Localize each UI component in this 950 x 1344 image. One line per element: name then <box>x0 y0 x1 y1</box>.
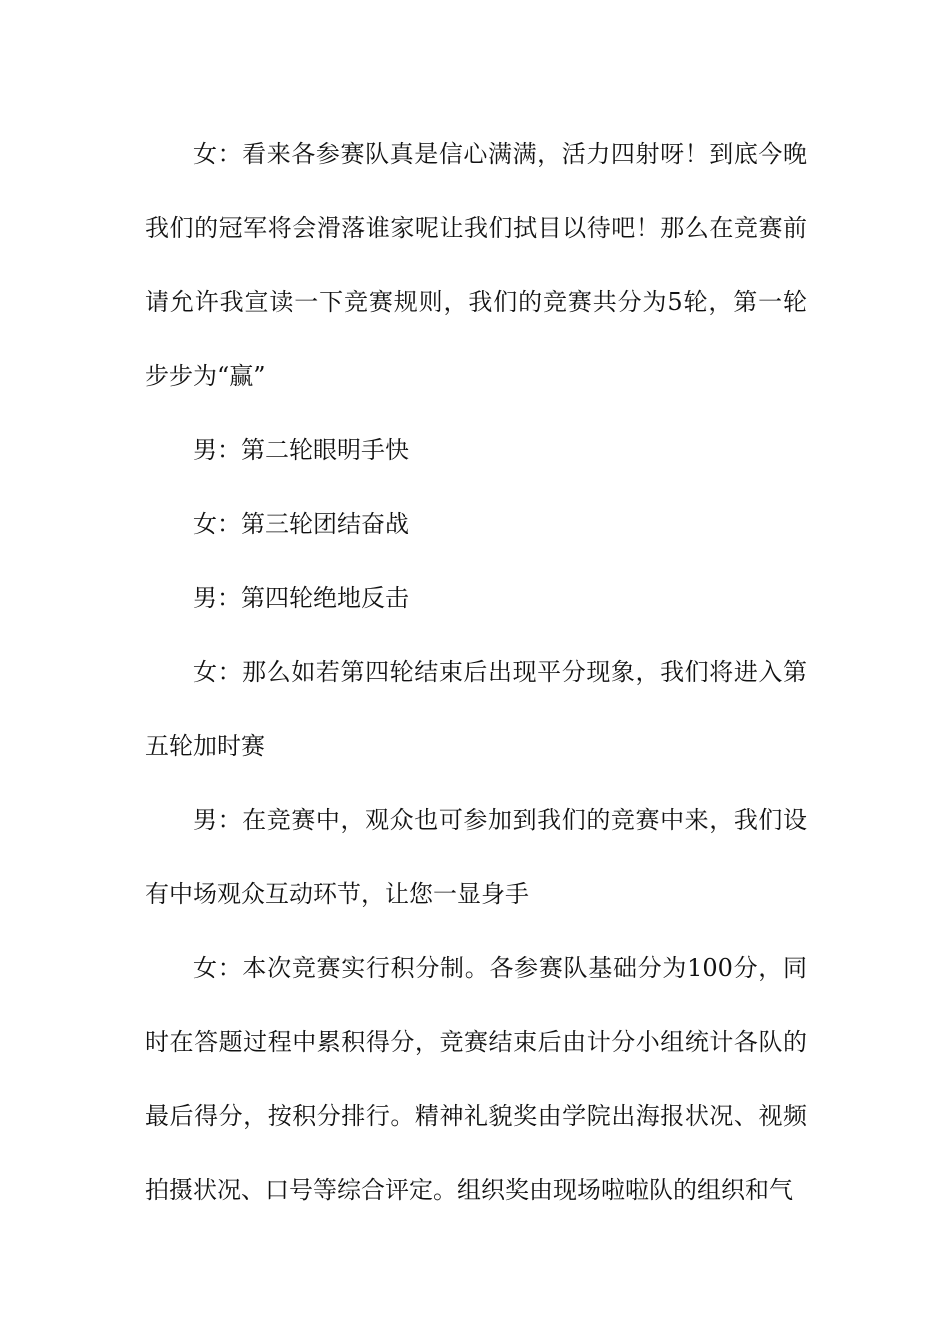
paragraph-1: 女：看来各参赛队真是信心满满，活力四射呀！到底今晚我们的冠军将会滑落谁家呢让我们拭目以待吧！那么在竞赛前请允许我宣读一下竞赛规则，我们的竞赛共分为5轮，第一轮步步为“赢” <box>145 140 807 390</box>
paragraph-2: 男：第二轮眼明手快 <box>193 436 409 464</box>
paragraph-4: 男：第四轮绝地反击 <box>193 584 409 612</box>
document-body <box>145 117 807 1227</box>
paragraph-7: 女：本次竞赛实行积分制。各参赛队基础分为100分，同时在答题过程中累积得分，竞赛结束后由计分小组统计各队的最后得分，按积分排行。精神礼貌奖由学院出海报状况、视频拍摄状况、口号等综合评定。组织奖由现场啦啦队的组织和气 <box>145 954 807 1204</box>
paragraph-6: 男：在竞赛中，观众也可参加到我们的竞赛中来，我们设有中场观众互动环节，让您一显身手 <box>145 806 807 908</box>
paragraph-5: 女：那么如若第四轮结束后出现平分现象，我们将进入第五轮加时赛 <box>145 658 807 760</box>
paragraph-3: 女：第三轮团结奋战 <box>193 510 409 538</box>
